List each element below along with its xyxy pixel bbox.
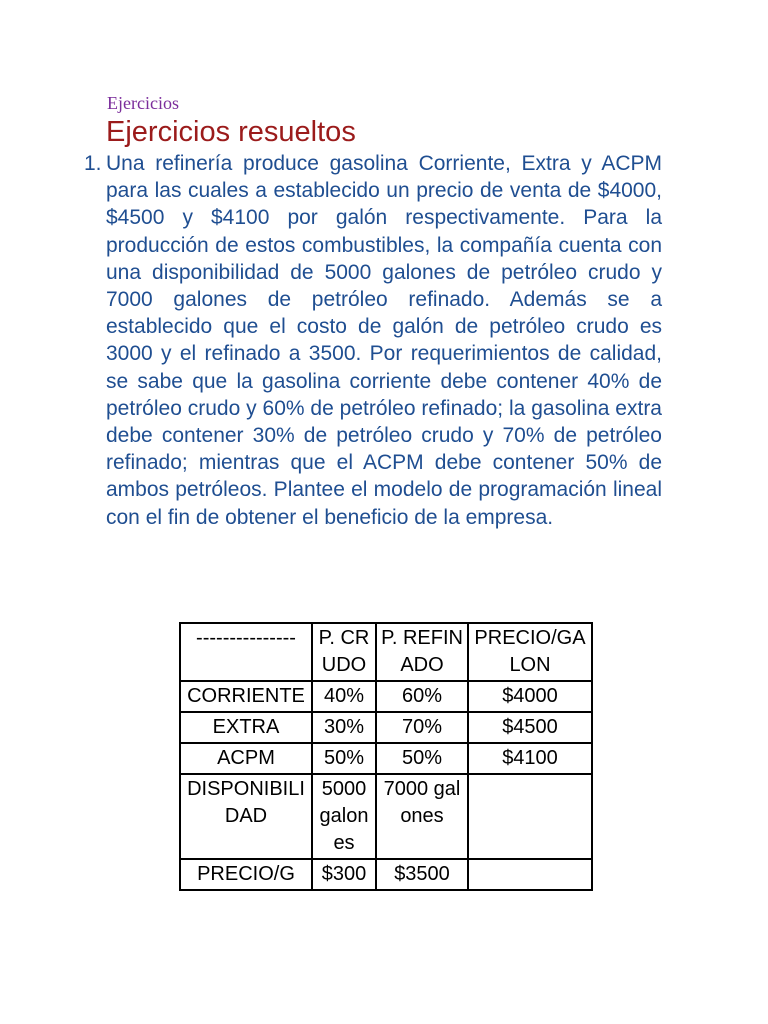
table-cell: 5000 galones — [312, 774, 376, 859]
table-cell: PRECIO/G — [180, 859, 312, 890]
header-cell: PRECIO/GALON — [468, 623, 592, 681]
table-cell: CORRIENTE — [180, 681, 312, 712]
table-cell: $300 — [312, 859, 376, 890]
data-table — [179, 622, 593, 891]
table-cell: 70% — [376, 712, 468, 743]
table-row — [180, 774, 592, 859]
table-row — [180, 859, 592, 890]
table-cell: EXTRA — [180, 712, 312, 743]
table-row — [180, 712, 592, 743]
header-cell: P. CRUDO — [312, 623, 376, 681]
header-cell: P. REFINADO — [376, 623, 468, 681]
table-cell: $3500 — [376, 859, 468, 890]
table-cell: 30% — [312, 712, 376, 743]
list-item — [84, 150, 664, 531]
exercise-text: Una refinería produce gasolina Corriente, Extra y ACPM para las cuales a establecido un precio de venta de $4000, $4500 y $4100 por galón respectivamente. Para la producción de estos combustibles, la compañía cuenta con una disponibilidad de 5000 galones de petróleo crudo y 7000 galones de petróleo refinado. Además se a establecido que el costo de galón de petróleo crudo es 3000 y el refinado a 3500. Por requerimientos de calidad, se sabe que la gasolina corriente debe contener 40% de petróleo crudo y 60% de petróleo refinado; la gasolina extra debe contener 30% de petróleo crudo y 70% de petróleo refinado; mientras que el ACPM debe contener 50% de ambos petróleos. Plantee el modelo de programación lineal con el fin de obtener el beneficio de la empresa. — [106, 152, 662, 529]
table-cell — [468, 859, 592, 890]
table-cell: 40% — [312, 681, 376, 712]
table-cell: 50% — [312, 743, 376, 774]
breadcrumb: Ejercicios — [107, 93, 179, 113]
table-cell: 7000 galones — [376, 774, 468, 859]
page-title: Ejercicios resueltos — [106, 116, 356, 148]
table-cell: DISPONIBILIDAD — [180, 774, 312, 859]
exercise-list — [84, 150, 664, 531]
table-row — [180, 681, 592, 712]
header-cell: --------------- — [180, 623, 312, 681]
table-cell: $4100 — [468, 743, 592, 774]
exercise-number: 1. — [84, 152, 102, 175]
table-cell: $4500 — [468, 712, 592, 743]
table-row — [180, 743, 592, 774]
table-cell — [468, 774, 592, 859]
table-header-row — [180, 623, 592, 681]
table-cell: 60% — [376, 681, 468, 712]
table-cell: $4000 — [468, 681, 592, 712]
table-cell: ACPM — [180, 743, 312, 774]
table-cell: 50% — [376, 743, 468, 774]
